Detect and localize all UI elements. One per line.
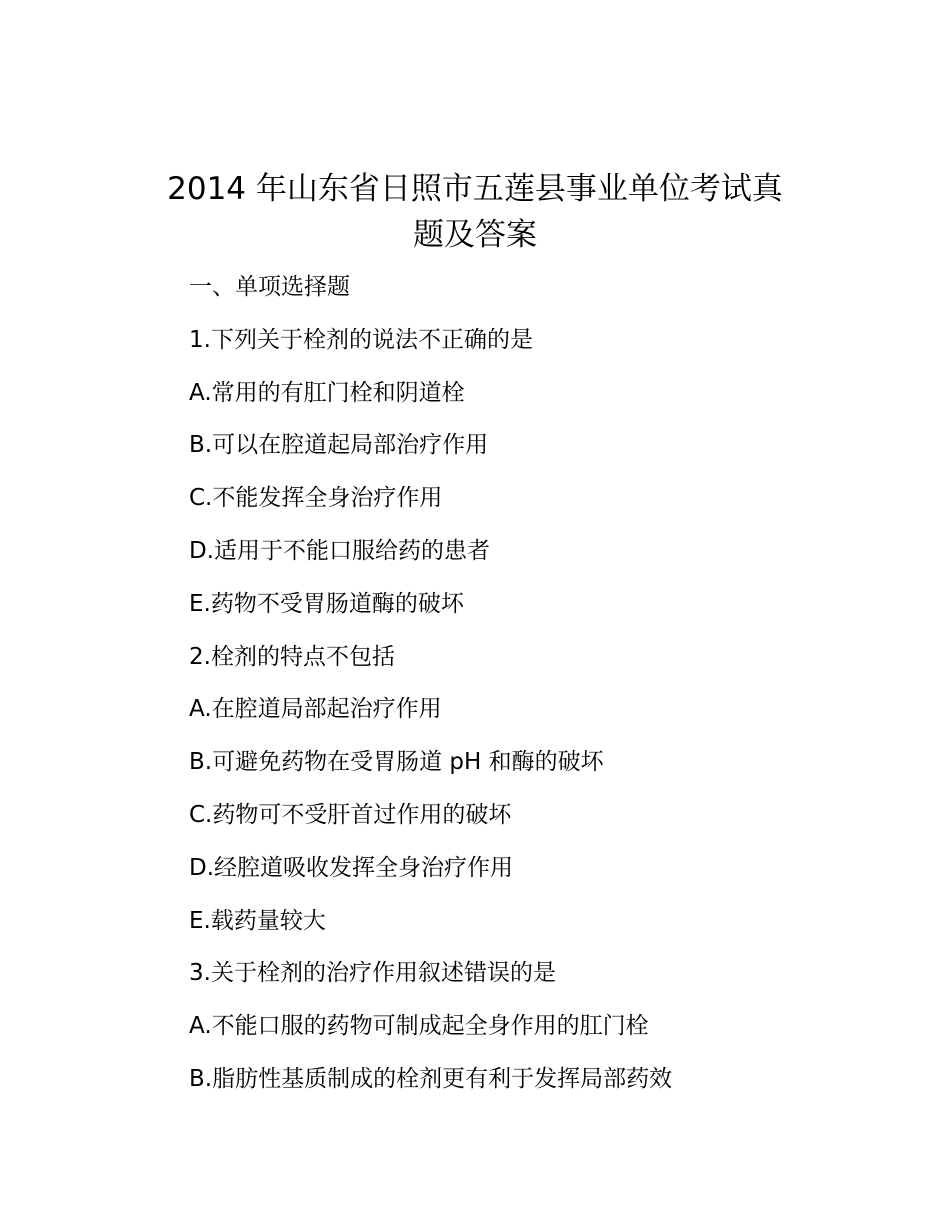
question-2: 2.栓剂的特点不包括 <box>189 643 395 670</box>
question-3-option-b: B.脂肪性基质制成的栓剂更有利于发挥局部药效 <box>189 1065 673 1092</box>
question-1-option-b: B.可以在腔道起局部治疗作用 <box>189 432 489 459</box>
section-heading: 一、单项选择题 <box>189 274 350 300</box>
title-line-2: 题及答案 <box>413 217 537 253</box>
question-2-option-c: C.药物可不受肝首过作用的破坏 <box>189 801 512 828</box>
question-2-option-e: E.载药量较大 <box>189 907 326 934</box>
question-3: 3.关于栓剂的治疗作用叙述错误的是 <box>189 960 556 987</box>
question-2-option-b: B.可避免药物在受胃肠道 pH 和酶的破坏 <box>189 749 604 776</box>
question-1-option-a: A.常用的有肛门栓和阴道栓 <box>189 379 465 406</box>
question-2-option-a: A.在腔道局部起治疗作用 <box>189 696 442 723</box>
question-2-option-d: D.经腔道吸收发挥全身治疗作用 <box>189 854 514 881</box>
question-1: 1.下列关于栓剂的说法不正确的是 <box>189 326 533 353</box>
title-line-1: 2014 年山东省日照市五莲县事业单位考试真 <box>167 171 783 207</box>
question-1-option-c: C.不能发挥全身治疗作用 <box>189 485 443 512</box>
question-3-option-a: A.不能口服的药物可制成起全身作用的肛门栓 <box>189 1013 649 1040</box>
question-1-option-d: D.适用于不能口服给药的患者 <box>189 537 491 564</box>
document-title <box>120 166 830 258</box>
document-body <box>189 268 889 1113</box>
question-1-option-e: E.药物不受胃肠道酶的破坏 <box>189 590 464 617</box>
